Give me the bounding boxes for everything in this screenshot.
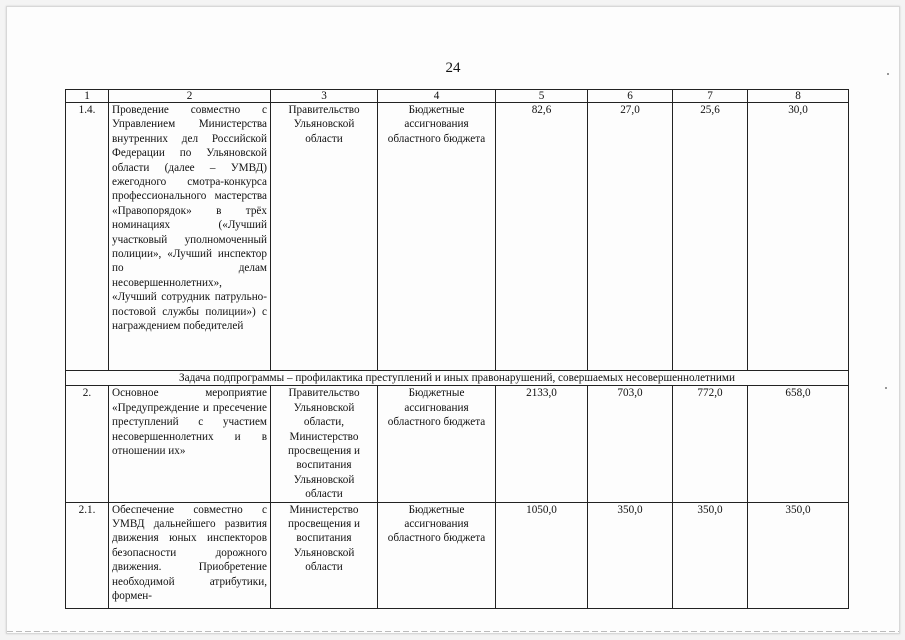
- table-row: [66, 103, 849, 371]
- scan-artifact-line: [7, 631, 899, 632]
- row-number: 1.4.: [66, 103, 109, 371]
- row-number: 2.1.: [66, 502, 109, 608]
- row-executor: Правительство Ульяновской области, Министерство просвещения и воспитания Ульяновской области: [271, 386, 378, 502]
- row-name: Основное мероприятие «Предупреждение и пресечение преступлений с участием несовершеннолетних и в отношении их»: [109, 386, 271, 502]
- row-name: Обеспечение совместно с УМВД дальнейшего развития движения юных инспекторов безопасности дорожного движения. Приобретение необходимой атрибутики, формен-: [109, 502, 271, 608]
- table-header-row: [66, 90, 849, 103]
- table-row: [66, 502, 849, 608]
- document-page: [6, 6, 900, 634]
- budget-table: [65, 89, 849, 609]
- row-value-col5: 82,6: [496, 103, 588, 371]
- row-source: Бюджетные ассигнования областного бюджета: [378, 386, 496, 502]
- row-value-col8: 658,0: [748, 386, 849, 502]
- row-number: 2.: [66, 386, 109, 502]
- row-value-col7: 772,0: [673, 386, 748, 502]
- column-header: 1: [66, 90, 109, 103]
- task-text: Задача подпрограммы – профилактика преступлений и иных правонарушений, совершаемых несовершеннолетними: [66, 371, 849, 386]
- row-source: Бюджетные ассигнования областного бюджета: [378, 103, 496, 371]
- column-header: 4: [378, 90, 496, 103]
- row-value-col8: 350,0: [748, 502, 849, 608]
- column-header: 7: [673, 90, 748, 103]
- row-name: Проведение совместно с Управлением Министерства внутренних дел Российской Федерации по Ульяновской области (далее – УМВД) ежегодного смотра-конкурса профессионального мастерства «Правопорядок» в трёх номинациях («Лучший участковый уполномоченный полиции», «Лучший инспектор по делам несовершеннолетних», «Лучший сотрудник патрульно-постовой службы полиции») с награждением победителей: [109, 103, 271, 371]
- row-executor: Правительство Ульяновской области: [271, 103, 378, 371]
- row-value-col6: 27,0: [588, 103, 673, 371]
- task-row: [66, 371, 849, 386]
- column-header: 5: [496, 90, 588, 103]
- scan-speck: [887, 73, 889, 75]
- scan-speck: [885, 387, 887, 389]
- column-header: 6: [588, 90, 673, 103]
- column-header: 8: [748, 90, 849, 103]
- page-number: 24: [445, 60, 461, 76]
- row-value-col6: 703,0: [588, 386, 673, 502]
- row-executor: Министерство просвещения и воспитания Ульяновской области: [271, 502, 378, 608]
- column-header: 3: [271, 90, 378, 103]
- row-value-col7: 25,6: [673, 103, 748, 371]
- row-value-col8: 30,0: [748, 103, 849, 371]
- column-header: 2: [109, 90, 271, 103]
- row-value-col5: 1050,0: [496, 502, 588, 608]
- row-source: Бюджетные ассигнования областного бюджета: [378, 502, 496, 608]
- row-value-col6: 350,0: [588, 502, 673, 608]
- row-value-col5: 2133,0: [496, 386, 588, 502]
- row-value-col7: 350,0: [673, 502, 748, 608]
- table-row: [66, 386, 849, 502]
